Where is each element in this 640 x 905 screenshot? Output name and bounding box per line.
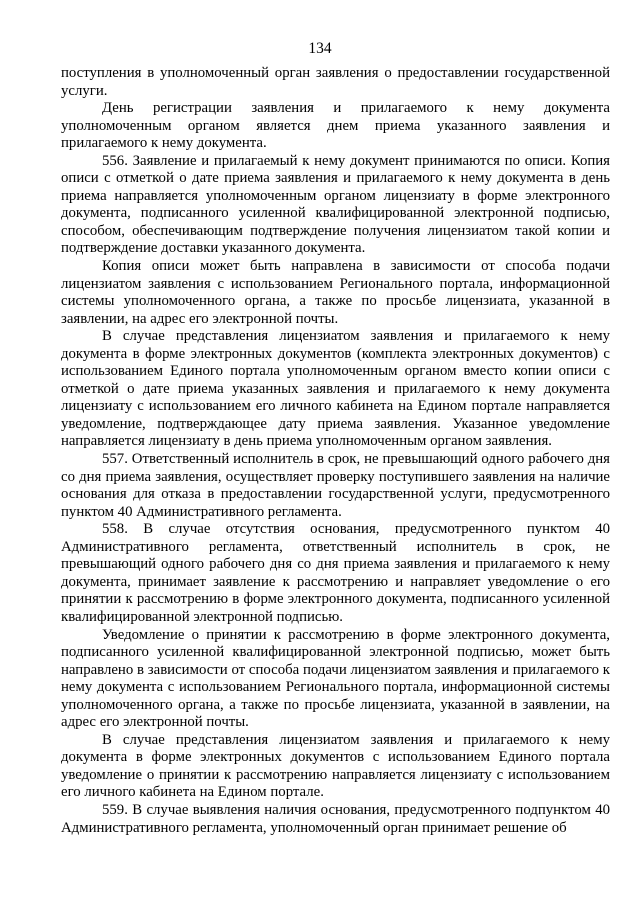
paragraph-inventory-copy: Копия описи может быть направлена в зависимости от способа подачи лицензиатом заявления с использованием Регионального портала, информационной системы уполномоченного органа, а также по просьбе лицензиата, указанной в заявлении, на адрес его электронной почты. [61,258,610,327]
paragraph-continuation: поступления в уполномоченный орган заявления о предоставлении государственной услуги. [61,65,610,99]
paragraph-558: 558. В случае отсутствия основания, предусмотренного пунктом 40 Административного регламента, ответственный исполнитель в срок, не превышающий одного рабочего дня со дня приема заявления и прилагаемого к нему документа, принимает заявление к рассмотрению и направляет уведомление о его принятии к рассмотрению в форме электронного документа, подписанного усиленной квалифицированной электронной подписью. [61,521,610,625]
paragraph-registration-day: День регистрации заявления и прилагаемого к нему документа уполномоченным органом является днем приема указанного заявления и прилагаемого к нему документа. [61,100,610,152]
paragraph-electronic-submission: В случае представления лицензиатом заявления и прилагаемого к нему документа в форме электронных документов (комплекта электронных документов) с использованием Единого портала уполномоченным органом вместо копии описи с отметкой о дате приема указанных заявления и прилагаемого к нему документа лицензиату с использованием его личного кабинета на Едином портале направляется уведомление, подтверждающее дату приема заявления. Указанное уведомление направляется лицензиату в день приема уполномоченным органом заявления. [61,328,610,450]
page-number: 134 [308,40,332,57]
paragraph-559: 559. В случае выявления наличия основания, предусмотренного подпунктом 40 Административного регламента, уполномоченный орган принимает решение об [61,801,610,836]
paragraph-557: 557. Ответственный исполнитель в срок, не превышающий одного рабочего дня со дня приема заявления, осуществляет проверку поступившего заявления на наличие основания для отказа в предоставлении государственной услуги, предусмотренного пунктом 40 Административного регламента. [61,451,610,520]
paragraph-556: 556. Заявление и прилагаемый к нему документ принимаются по описи. Копия описи с отметкой о дате приема заявления и прилагаемого к нему документа в день приема направляется уполномоченным органом лицензиату в форме электронного документа, подписанного усиленной квалифицированной электронной подписью, способом, обеспечивающим подтверждение получения лицензиатом такой копии и подтверждение доставки указанного документа. [61,152,610,257]
paragraph-acceptance-notice: Уведомление о принятии к рассмотрению в форме электронного документа, подписанного усиленной квалифицированной электронной подписью, может быть направлено в зависимости от способа подачи лицензиатом заявления и прилагаемого к нему документа с использованием Регионального портала, информационной системы уполномоченного органа, а также по просьбе лицензиата, указанной в заявлении, на адрес его электронной почты. [61,626,610,731]
document-body [61,65,610,837]
paragraph-single-portal-notice: В случае представления лицензиатом заявления и прилагаемого к нему документа в форме электронных документов с использованием Единого портала уведомление о принятии к рассмотрению направляется лицензиату с использованием его личного кабинета на Едином портале. [61,731,610,801]
